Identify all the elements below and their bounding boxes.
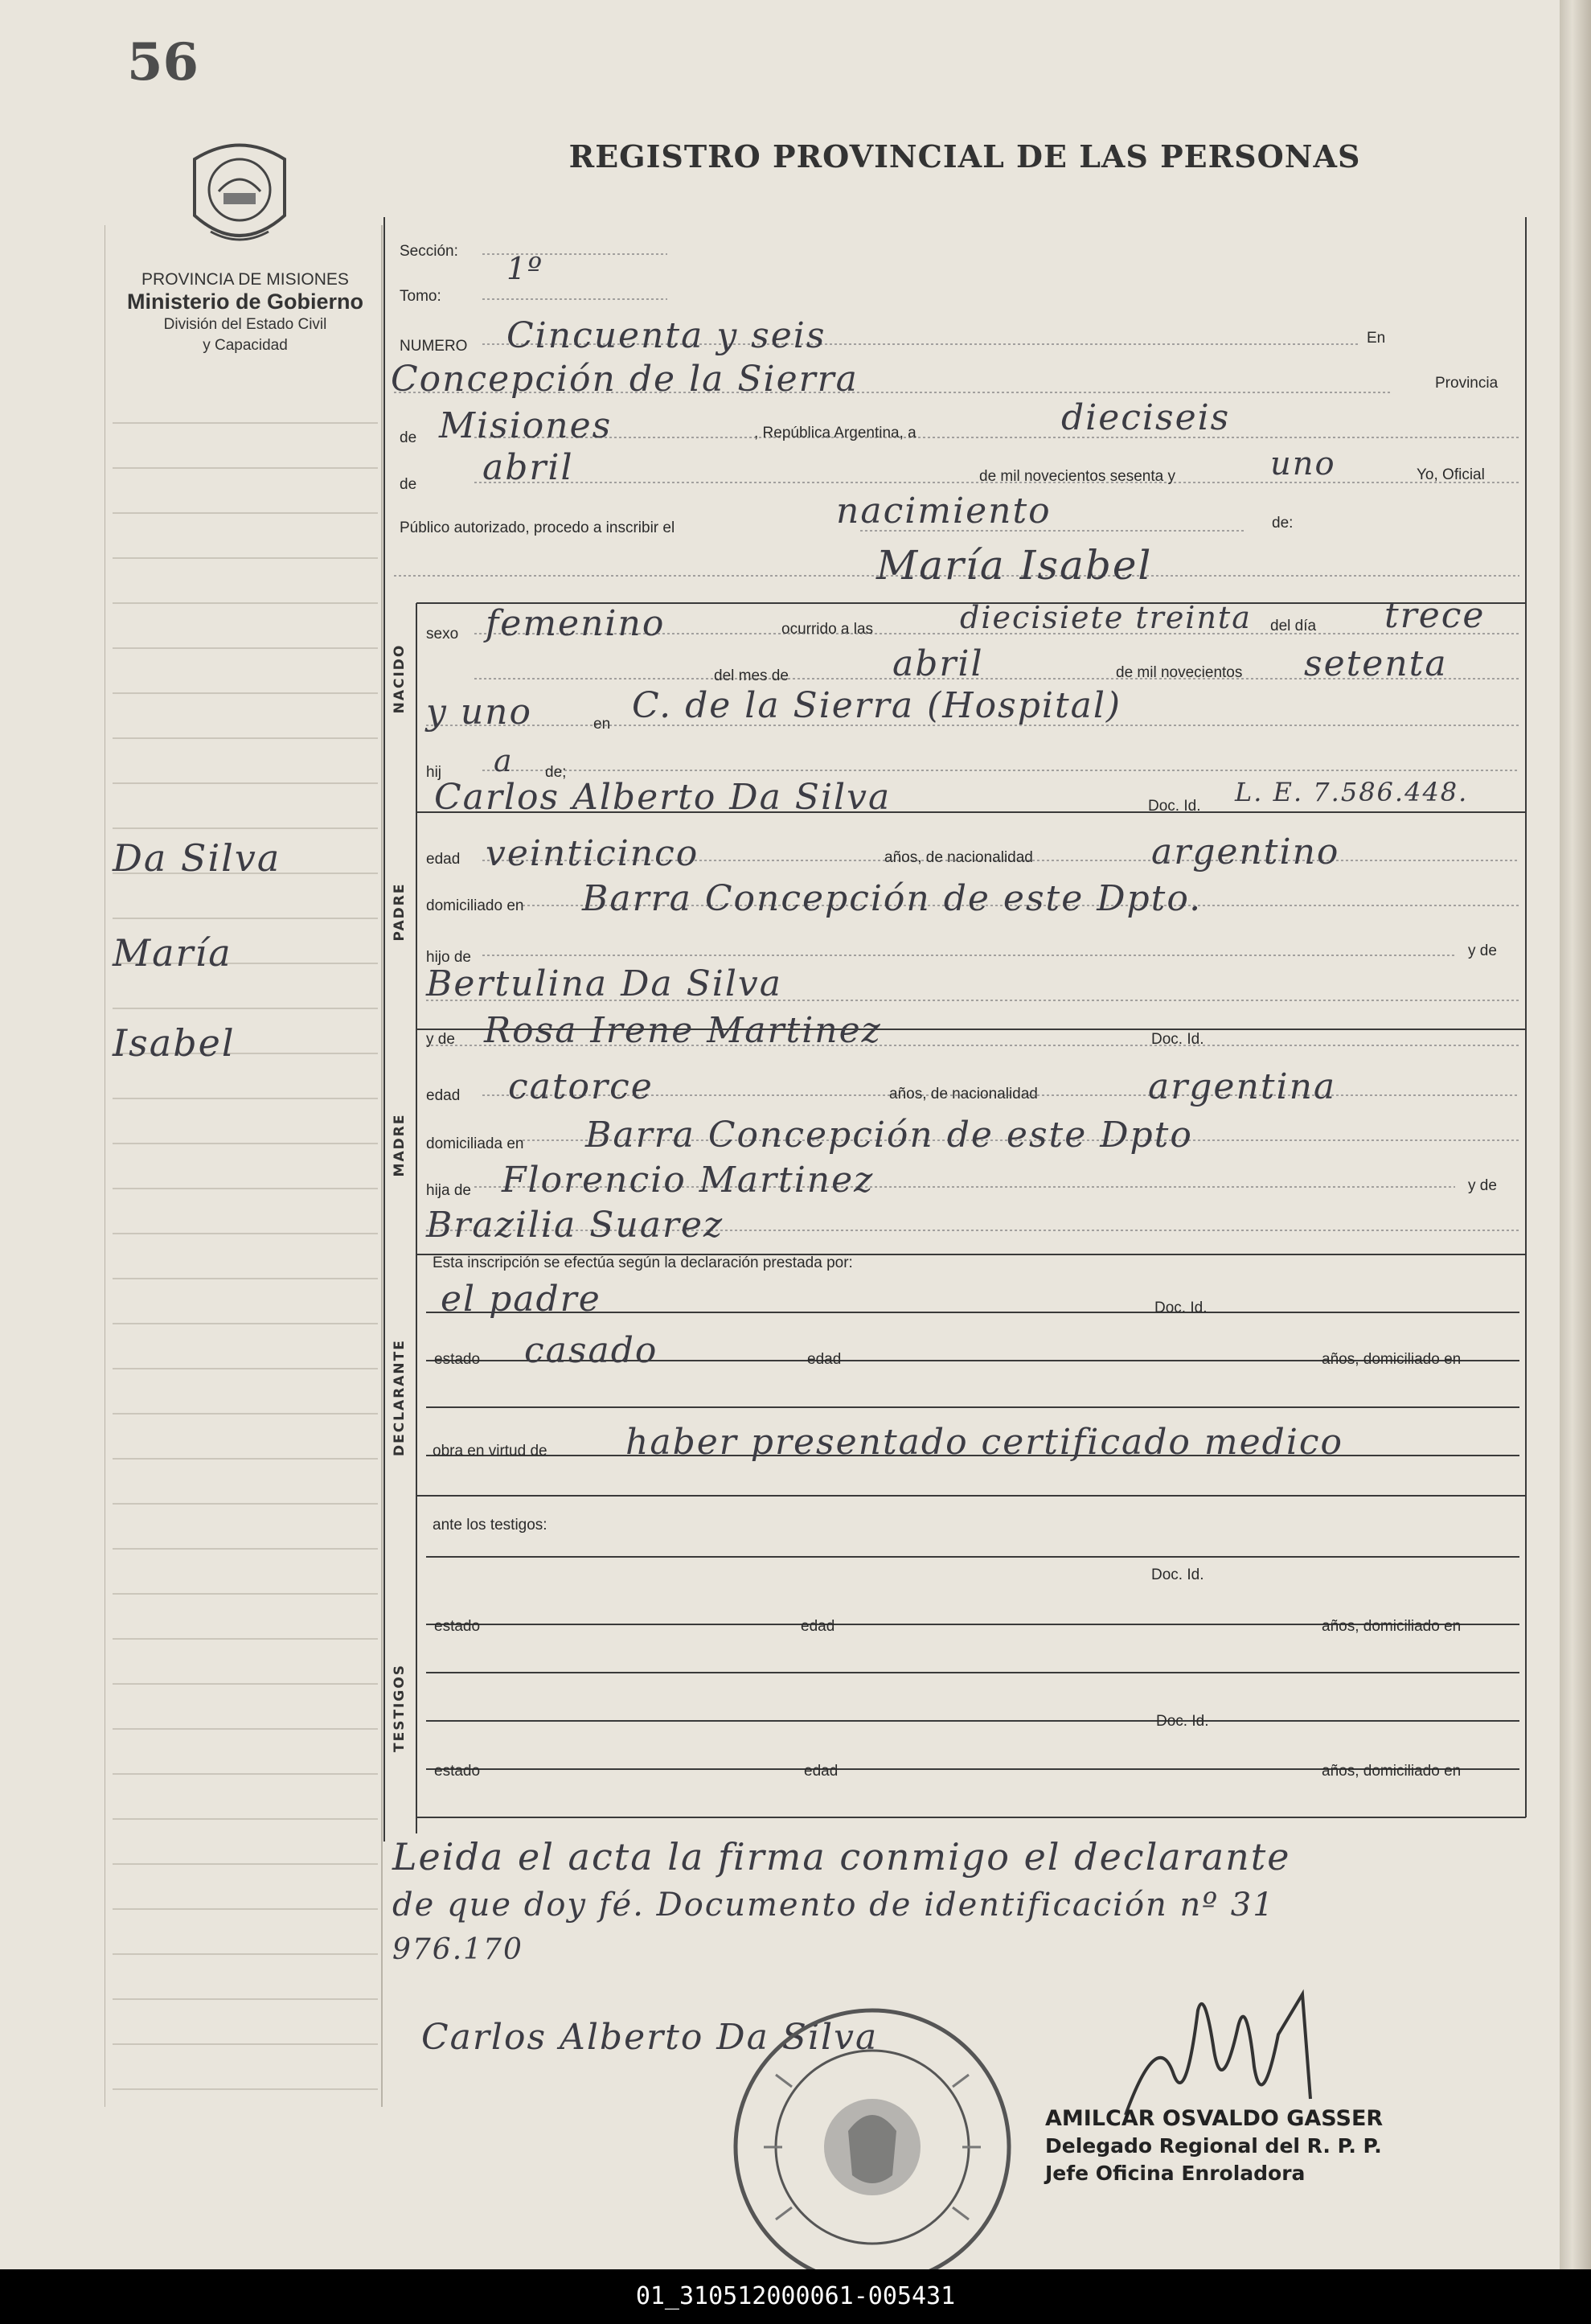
- declarante-edad-label: edad: [807, 1351, 842, 1368]
- en-lugar-label: en: [593, 716, 611, 733]
- anio-value: uno: [1270, 446, 1336, 482]
- hij-suffix-value: a: [494, 743, 514, 778]
- madre-edad-label: edad: [426, 1087, 461, 1104]
- padre-nombre-value: Carlos Alberto Da Silva: [434, 777, 892, 818]
- testigo1-doc-label: Doc. Id.: [1151, 1566, 1204, 1583]
- anio-nac-value-2: y uno: [426, 692, 533, 733]
- testigo2-doc-label: Doc. Id.: [1156, 1713, 1209, 1730]
- ante-testigos-label: ante los testigos:: [433, 1517, 547, 1534]
- y-de-label-2: y de: [426, 1031, 455, 1048]
- official-stamp-icon: [728, 2002, 1017, 2292]
- mil-novecientos-label: de mil novecientos: [1116, 664, 1243, 681]
- cierre-line-1: Leida el acta la firma conmigo el declarante: [392, 1835, 1291, 1878]
- seccion-label: Sección:: [400, 243, 458, 260]
- declarante-doc-label: Doc. Id.: [1154, 1300, 1208, 1316]
- tomo-label: Tomo:: [400, 288, 441, 305]
- lugar-nac-value: C. de la Sierra (Hospital): [632, 685, 1122, 726]
- madre-nac-label: años, de nacionalidad: [889, 1086, 1038, 1102]
- dia-value: dieciseis: [1061, 397, 1231, 438]
- padre-nac-label: años, de nacionalidad: [884, 849, 1033, 866]
- cierre-line-2: de que doy fé. Documento de identificación nº 31: [392, 1887, 1275, 1924]
- padre-dom-value: Barra Concepción de este Dpto.: [582, 878, 1203, 919]
- abuela-paterna-value: Bertulina Da Silva: [426, 963, 782, 1004]
- signatory-office: Jefe Oficina Enroladora: [1045, 2162, 1306, 2185]
- ministry-header: [111, 270, 379, 356]
- obra-value: haber presentado certificado medico: [625, 1422, 1344, 1463]
- testigo1-anos-label: años, domiciliado en: [1322, 1618, 1462, 1635]
- declarante-anos-label: años, domiciliado en: [1322, 1351, 1462, 1368]
- margin-ruling: [105, 225, 386, 2123]
- republica-label: , República Argentina, a: [754, 425, 916, 441]
- footer-strip: [0, 2269, 1591, 2324]
- en-label: En: [1367, 330, 1386, 347]
- officer-signature-icon: [1109, 1978, 1375, 2123]
- padre-nac-value: argentino: [1151, 831, 1340, 873]
- mil-sesenta-label: de mil novecientos sesenta y: [979, 468, 1175, 485]
- y-de-label-1: y de: [1468, 942, 1497, 959]
- acto-value: nacimiento: [836, 491, 1052, 532]
- del-dia-label: del día: [1270, 618, 1317, 634]
- testigo2-estado-label: estado: [434, 1763, 481, 1780]
- signatory-block: [1045, 2105, 1383, 2187]
- padre-edad-value: veinticinco: [486, 833, 699, 874]
- del-mes-label: del mes de: [714, 667, 789, 684]
- madre-nombre-value: Rosa Irene Martinez: [484, 1010, 882, 1051]
- division-label-1: División del Estado Civil: [163, 316, 327, 333]
- de-colon-label: de:: [1272, 515, 1294, 532]
- hij-label: hij: [426, 764, 442, 781]
- madre-dom-label: domiciliada en: [426, 1135, 524, 1152]
- mes-value: abril: [482, 447, 574, 488]
- testigo2-anos-label: años, domiciliado en: [1322, 1763, 1462, 1780]
- ministry-label: Ministerio de Gobierno: [126, 289, 364, 314]
- ocurrido-label: ocurrido a las: [781, 621, 874, 638]
- madre-nac-value: argentina: [1148, 1066, 1337, 1107]
- dia-nac-value: trece: [1384, 595, 1486, 636]
- margin-note-name-1: María: [113, 931, 232, 975]
- padre-doc-value: L. E. 7.586.448.: [1235, 777, 1469, 807]
- sexo-value: femenino: [486, 603, 666, 644]
- declarante-estado-label: estado: [434, 1351, 481, 1368]
- cierre-line-3: 976.170: [392, 1933, 523, 1966]
- margin-note-surname: Da Silva: [113, 836, 281, 880]
- madre-doc-label: Doc. Id.: [1151, 1031, 1204, 1048]
- madre-dom-value: Barra Concepción de este Dpto: [585, 1115, 1193, 1156]
- yo-oficial-label: Yo, Oficial: [1417, 466, 1485, 483]
- declaracion-label: Esta inscripción se efectúa según la declaración prestada por:: [433, 1254, 853, 1271]
- page-title: REGISTRO PROVINCIAL DE LAS PERSONAS: [568, 138, 1361, 175]
- lugar-value: Concepción de la Sierra: [391, 359, 859, 400]
- provincial-seal-icon: [187, 135, 293, 256]
- testigo1-edad-label: edad: [801, 1618, 835, 1635]
- provincia-value: Misiones: [439, 405, 613, 446]
- nacido-section-label: NACIDO: [392, 643, 408, 714]
- de-semi-label: de;: [545, 764, 567, 781]
- margin-note-name-2: Isabel: [113, 1021, 236, 1065]
- footer-id: 01_310512000061-005431: [635, 2282, 956, 2310]
- anio-nac-value-1: setenta: [1304, 643, 1448, 684]
- padre-section-label: PADRE: [392, 882, 408, 942]
- numero-label: NUMERO: [400, 338, 468, 355]
- numero-value: Cincuenta y seis: [506, 315, 826, 356]
- abuela-materna-value: Brazilia Suarez: [426, 1205, 724, 1246]
- de-label-2: de: [400, 476, 417, 493]
- declarante-value: el padre: [441, 1279, 601, 1320]
- testigos-section-label: TESTIGOS: [392, 1663, 408, 1752]
- sexo-label: sexo: [426, 626, 459, 643]
- provincia-label: Provincia: [1435, 375, 1499, 392]
- book-binding: [1560, 0, 1591, 2269]
- obra-label: obra en virtud de: [433, 1443, 547, 1460]
- estado-value: casado: [524, 1330, 658, 1371]
- tomo-value: 1º: [506, 251, 544, 286]
- abuelo-materno-value: Florencio Martinez: [502, 1160, 875, 1201]
- de-label-1: de: [400, 429, 417, 446]
- testigo1-estado-label: estado: [434, 1618, 481, 1635]
- mes-nac-value: abril: [892, 643, 984, 684]
- publico-label: Público autorizado, procedo a inscribir el: [400, 519, 675, 536]
- y-de-label-3: y de: [1468, 1177, 1497, 1194]
- hora-value: diecisiete treinta: [960, 600, 1252, 635]
- padre-doc-label: Doc. Id.: [1148, 798, 1201, 815]
- firma-declarante: Carlos Alberto Da Silva: [421, 2017, 879, 2058]
- hijo-de-label: hijo de: [426, 949, 471, 966]
- testigo2-edad-label: edad: [804, 1763, 839, 1780]
- hija-de-label: hija de: [426, 1182, 471, 1199]
- signatory-role: Delegado Regional del R. P. P.: [1045, 2134, 1382, 2158]
- page-number: 56: [127, 32, 199, 92]
- madre-section-label: MADRE: [392, 1113, 408, 1177]
- signatory-name: AMILCAR OSVALDO GASSER: [1045, 2106, 1384, 2131]
- padre-dom-label: domiciliado en: [426, 897, 524, 914]
- madre-edad-value: catorce: [508, 1066, 654, 1107]
- declarante-section-label: DECLARANTE: [392, 1339, 408, 1456]
- padre-edad-label: edad: [426, 851, 461, 868]
- province-label: PROVINCIA DE MISIONES: [141, 270, 349, 289]
- division-label-2: y Capacidad: [203, 337, 288, 354]
- nombre-value: María Isabel: [876, 542, 1153, 589]
